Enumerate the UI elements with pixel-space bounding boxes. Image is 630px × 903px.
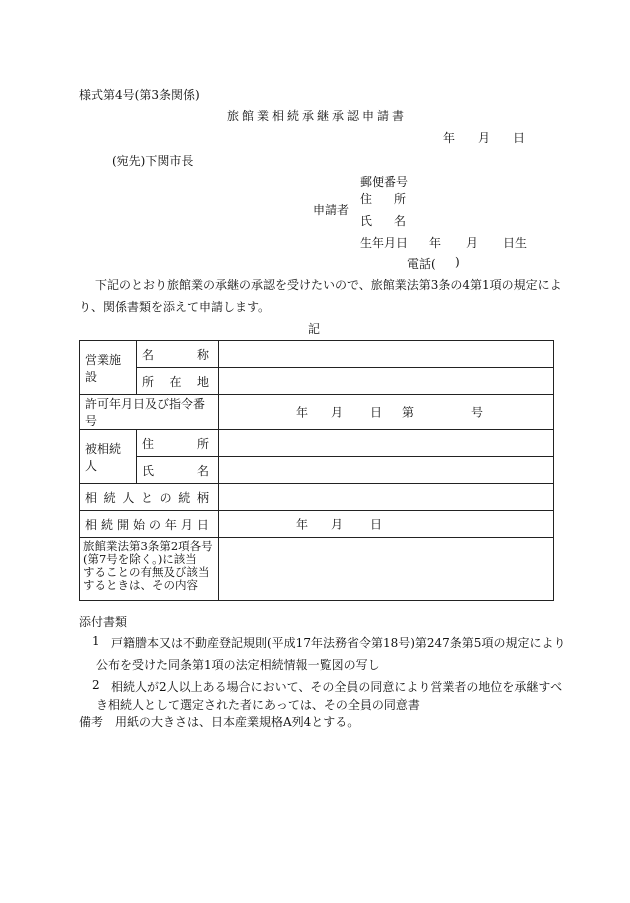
facility-location-label bbox=[137, 368, 219, 395]
request-text-line1: 下記のとおり旅館業の承継の承認を受けたいので、旅館業法第3条の4第1項の規定によ bbox=[95, 278, 562, 292]
relation-char: 人 bbox=[122, 490, 135, 505]
start-char: 相 bbox=[85, 517, 98, 532]
addressee: (宛先)下関市長 bbox=[112, 154, 194, 168]
facility-name-char-a: 名 bbox=[142, 347, 155, 362]
facility-location-char-c: 地 bbox=[196, 374, 209, 389]
attachment-2-line1: 相続人が2人以上ある場合において、その全員の同意により営業者の地位を承継すべ bbox=[111, 680, 563, 694]
facility-location-value[interactable] bbox=[219, 368, 554, 395]
table-row bbox=[80, 368, 554, 395]
deceased-address-char-b: 所 bbox=[196, 436, 209, 451]
application-table bbox=[79, 340, 554, 601]
birth-day: 日生 bbox=[503, 236, 528, 250]
name-label-b: 名 bbox=[394, 214, 407, 228]
applicability-label bbox=[80, 538, 219, 601]
attachment-2-line2: き相続人として選定された者にあっては、その全員の同意書 bbox=[96, 698, 420, 712]
deceased-name-char-b: 名 bbox=[196, 463, 209, 478]
inheritance-start-value[interactable] bbox=[219, 511, 554, 538]
facility-label: 営業施設 bbox=[80, 341, 137, 395]
address-label-b: 所 bbox=[394, 192, 407, 206]
remarks-label: 備考 bbox=[79, 715, 104, 729]
date-month: 月 bbox=[478, 131, 491, 145]
applicability-line4: するときは、その内容 bbox=[83, 578, 198, 592]
table-row bbox=[80, 511, 554, 538]
relation-char: 相 bbox=[85, 490, 98, 505]
ki-label: 記 bbox=[308, 322, 321, 336]
start-day: 日 bbox=[370, 517, 383, 532]
applicability-value[interactable] bbox=[219, 538, 554, 601]
table-row bbox=[80, 457, 554, 484]
deceased-address-char-a: 住 bbox=[142, 436, 155, 451]
table-row bbox=[80, 341, 554, 368]
birth-month: 月 bbox=[466, 236, 479, 250]
deceased-address-value[interactable] bbox=[219, 430, 554, 457]
document-title: 旅館業相続承継承認申請書 bbox=[227, 109, 408, 123]
relation-char: 続 bbox=[103, 490, 116, 505]
phone-label: 電話( bbox=[407, 257, 436, 271]
name-label-a: 氏 bbox=[360, 214, 373, 228]
applicability-line3: することの有無及び該当 bbox=[83, 565, 210, 579]
table-row bbox=[80, 538, 554, 601]
permit-month: 月 bbox=[331, 405, 344, 420]
date-day: 日 bbox=[513, 131, 526, 145]
permit-year: 年 bbox=[296, 405, 309, 420]
facility-name-value[interactable] bbox=[219, 341, 554, 368]
relation-char: 柄 bbox=[196, 490, 209, 505]
start-char: 続 bbox=[100, 517, 113, 532]
remarks-text: 用紙の大きさは、日本産業規格A列4とする。 bbox=[115, 715, 360, 729]
inheritance-start-label bbox=[80, 511, 219, 538]
form-number: 様式第4号(第3条関係) bbox=[79, 88, 200, 102]
relation-label bbox=[80, 484, 219, 511]
start-char: の bbox=[148, 517, 161, 532]
facility-location-char-a: 所 bbox=[142, 374, 155, 389]
birth-year: 年 bbox=[429, 236, 442, 250]
phone-close: ) bbox=[455, 255, 460, 269]
permit-go: 号 bbox=[471, 405, 484, 420]
address-label-a: 住 bbox=[360, 192, 373, 206]
start-char: 開 bbox=[116, 517, 129, 532]
start-char: 年 bbox=[164, 517, 177, 532]
deceased-address-label bbox=[137, 430, 219, 457]
deceased-name-label bbox=[137, 457, 219, 484]
applicant-label: 申請者 bbox=[313, 203, 350, 217]
permit-dai: 第 bbox=[402, 405, 415, 420]
postal-code-label: 郵便番号 bbox=[360, 175, 409, 189]
applicability-line1: 旅館業法第3条第2項各号 bbox=[83, 539, 213, 553]
facility-name-label bbox=[137, 341, 219, 368]
attachment-1-number: 1 bbox=[92, 634, 100, 648]
attachment-2-number: 2 bbox=[92, 678, 100, 692]
applicability-line2: (第7号を除く。)に該当 bbox=[83, 552, 197, 566]
date-year: 年 bbox=[443, 131, 456, 145]
attachments-heading: 添付書類 bbox=[79, 615, 128, 629]
relation-value[interactable] bbox=[219, 484, 554, 511]
relation-char: の bbox=[159, 490, 172, 505]
permit-day: 日 bbox=[370, 405, 383, 420]
deceased-label: 被相続人 bbox=[80, 430, 137, 484]
start-char: 月 bbox=[180, 517, 193, 532]
deceased-name-char-a: 氏 bbox=[142, 463, 155, 478]
start-month: 月 bbox=[331, 517, 344, 532]
start-year: 年 bbox=[296, 517, 309, 532]
permit-label: 許可年月日及び指令番号 bbox=[80, 395, 219, 430]
attachment-1-line2: 公布を受けた同条第1項の法定相続情報一覧図の写し bbox=[96, 658, 380, 672]
relation-char: 続 bbox=[178, 490, 191, 505]
request-text-line2: り、関係書類を添えて申請します。 bbox=[79, 300, 271, 314]
table-row bbox=[80, 395, 554, 430]
table-row bbox=[80, 430, 554, 457]
deceased-name-value[interactable] bbox=[219, 457, 554, 484]
facility-location-char-b: 在 bbox=[169, 374, 182, 389]
table-row bbox=[80, 484, 554, 511]
birth-date-label: 生年月日 bbox=[360, 236, 409, 250]
relation-char: と bbox=[140, 490, 153, 505]
permit-value[interactable] bbox=[219, 395, 554, 430]
start-char: 始 bbox=[132, 517, 145, 532]
attachment-1-line1: 戸籍謄本又は不動産登記規則(平成17年法務省令第18号)第247条第5項の規定により bbox=[111, 636, 566, 650]
facility-name-char-b: 称 bbox=[196, 347, 209, 362]
start-char: 日 bbox=[196, 517, 209, 532]
